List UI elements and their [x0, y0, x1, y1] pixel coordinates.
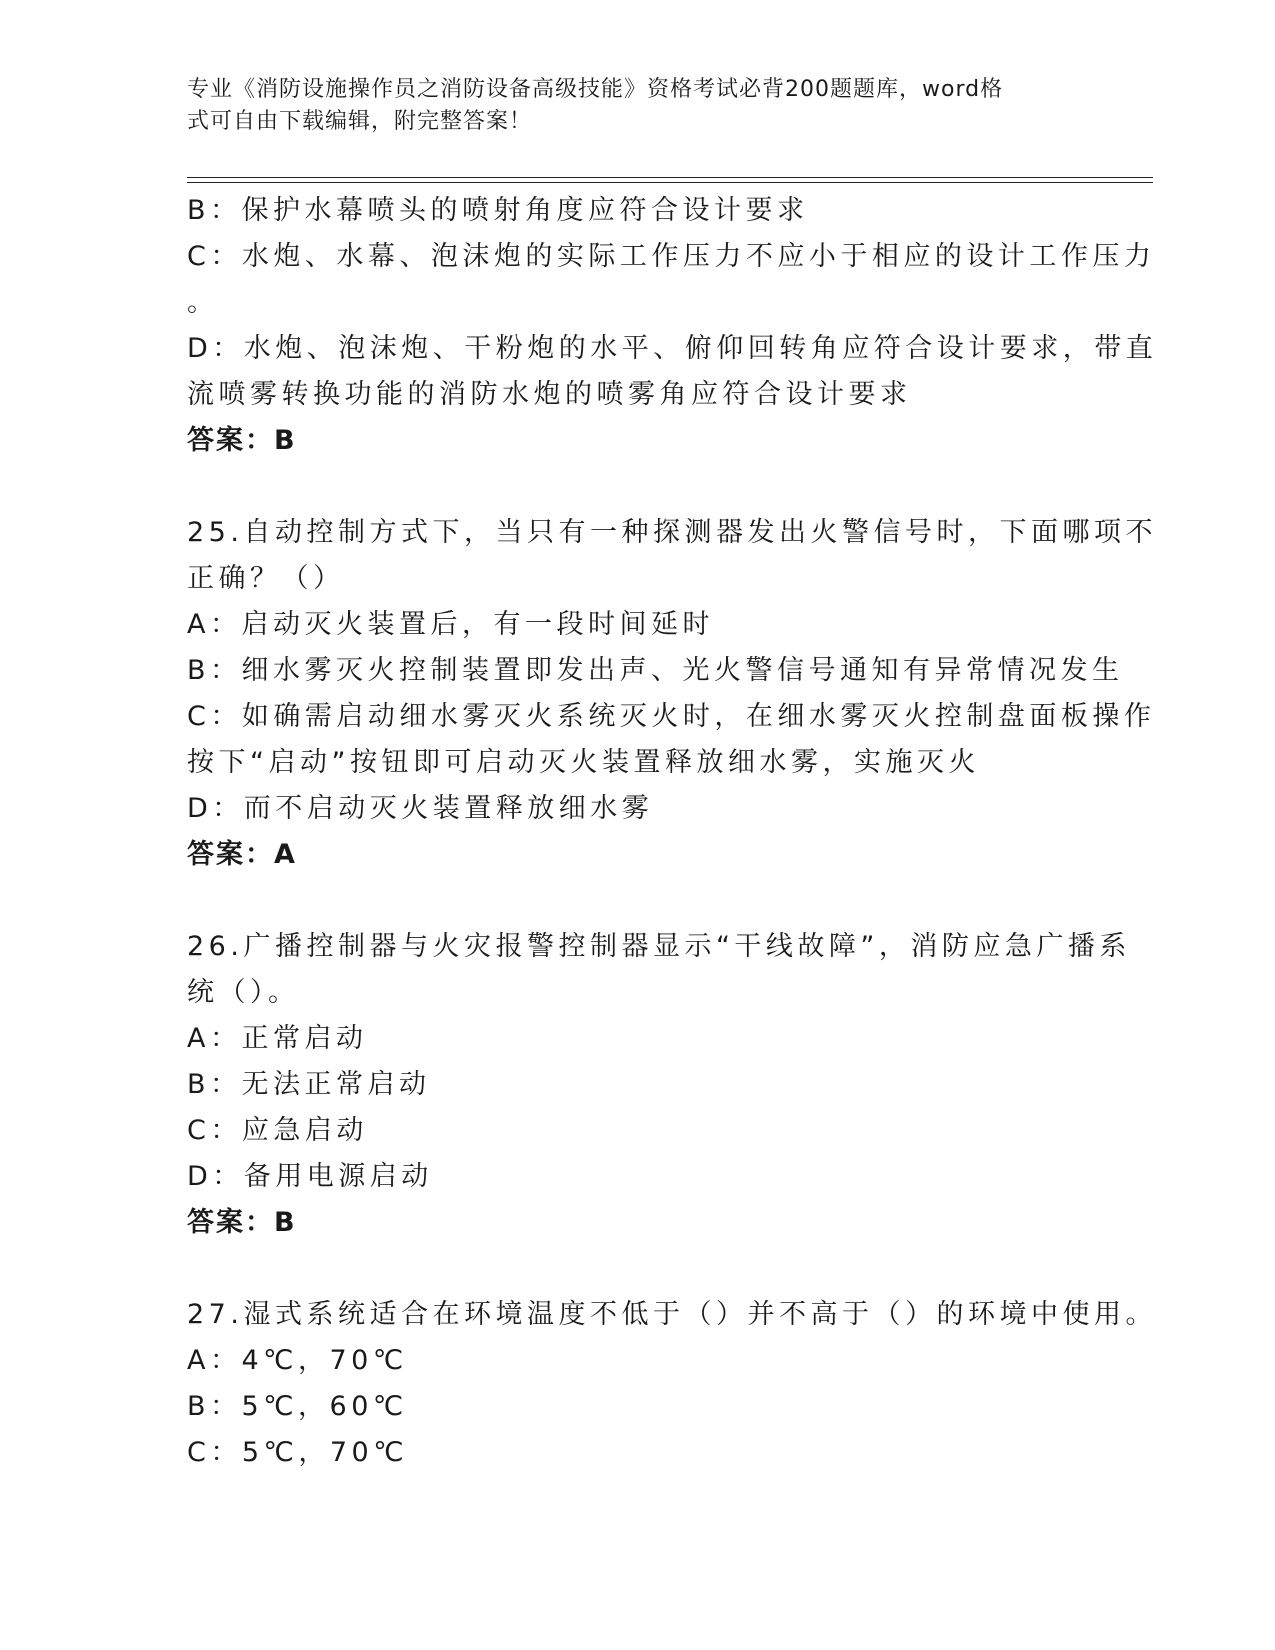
- q24-option-b: B：保护水幕喷头的喷射角度应符合设计要求: [187, 195, 809, 226]
- q25-stem-line-1: 25.自动控制方式下，当只有一种探测器发出火警信号时，下面哪项不: [187, 517, 1157, 548]
- q27-option-a: A：4℃，70℃: [187, 1345, 408, 1376]
- spacer: [187, 464, 1087, 510]
- q24-answer: 答案：B: [187, 425, 297, 456]
- question-26: [187, 924, 1131, 1246]
- header-line-1: 专业《消防设施操作员之消防设备高级技能》资格考试必背200题题库，word格: [187, 77, 1004, 102]
- question-content: [187, 188, 1158, 1476]
- q26-stem-line-1: 26.广播控制器与火灾报警控制器显示“干线故障”，消防应急广播系: [187, 931, 1131, 962]
- q25-stem-line-2: 正确？（）: [187, 563, 345, 594]
- q27-option-b: B：5℃，60℃: [187, 1391, 408, 1422]
- q25-option-a: A：启动灭火装置后，有一段时间延时: [187, 609, 714, 640]
- q27-option-c: C：5℃，70℃: [187, 1437, 409, 1468]
- q26-option-a: A：正常启动: [187, 1023, 368, 1054]
- q25-option-d: D：而不启动灭火装置释放细水雾: [187, 793, 654, 824]
- spacer: [187, 1246, 1087, 1292]
- q26-answer: 答案：B: [187, 1207, 297, 1238]
- header-line-2: 式可自由下载编辑，附完整答案！: [187, 109, 533, 134]
- q25-option-c-line-2: 按下“启动”按钮即可启动灭火装置释放细水雾，实施灭火: [187, 747, 980, 778]
- q26-option-c: C：应急启动: [187, 1115, 368, 1146]
- q26-option-d: D：备用电源启动: [187, 1161, 433, 1192]
- q24-option-d-line-1: D：水炮、泡沫炮、干粉炮的水平、俯仰回转角应符合设计要求，带直: [187, 333, 1158, 364]
- spacer: [187, 878, 1087, 924]
- q24-option-c-line-1: C：水炮、水幕、泡沫炮的实际工作压力不应小于相应的设计工作压力: [187, 241, 1156, 272]
- question-27: [187, 1292, 1157, 1476]
- header-divider-top: [187, 177, 1153, 178]
- q27-stem: 27.湿式系统适合在环境温度不低于（）并不高于（）的环境中使用。: [187, 1299, 1157, 1330]
- q24-option-d-line-2: 流喷雾转换功能的消防水炮的喷雾角应符合设计要求: [187, 379, 912, 410]
- question-25: [187, 510, 1157, 878]
- q25-option-c-line-1: C：如确需启动细水雾灭火系统灭火时，在细水雾灭火控制盘面板操作: [187, 701, 1156, 732]
- q26-stem-line-2: 统（）。: [187, 977, 300, 1008]
- header-divider-bottom: [187, 182, 1153, 183]
- q24-option-c-line-2: 。: [187, 287, 219, 318]
- q26-option-b: B：无法正常启动: [187, 1069, 431, 1100]
- document-header: [187, 74, 1067, 138]
- q25-option-b: B：细水雾灭火控制装置即发出声、光火警信号通知有异常情况发生: [187, 655, 1124, 686]
- question-24: [187, 188, 1158, 464]
- q25-answer: 答案：A: [187, 839, 297, 870]
